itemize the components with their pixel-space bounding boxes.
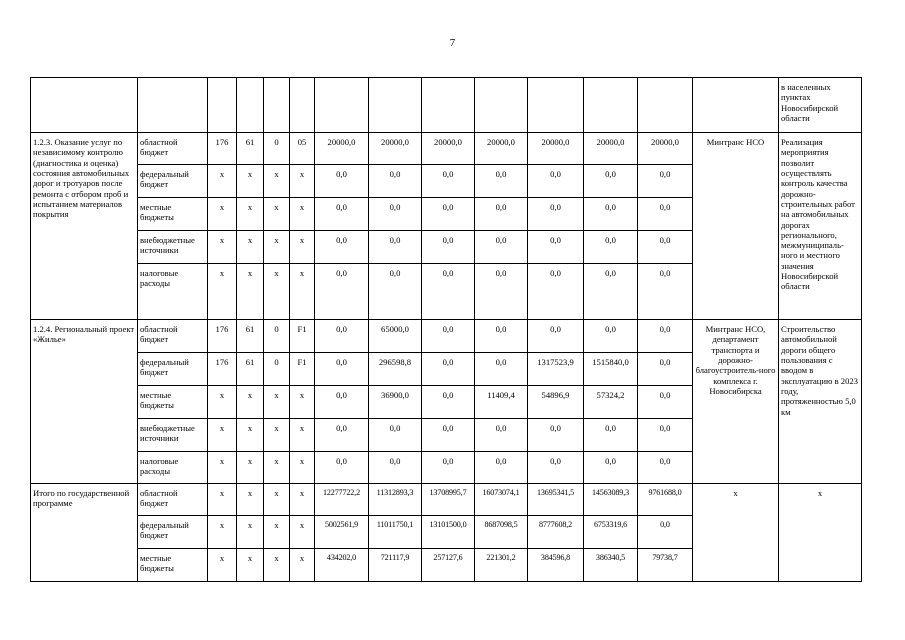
amount-cell: 13101500,0 — [422, 516, 475, 549]
amount-cell: 221301,2 — [475, 549, 528, 582]
amount-cell: 79738,7 — [638, 549, 693, 582]
amount-cell: 0,0 — [638, 452, 693, 484]
budget-code-cell: x — [237, 484, 264, 516]
amount-cell: 296598,8 — [369, 353, 422, 386]
amount-cell: 20000,0 — [369, 133, 422, 165]
budget-code-cell: 61 — [237, 353, 264, 386]
budget-code-cell: x — [290, 165, 315, 198]
amount-cell: 57324,2 — [584, 386, 638, 419]
amount-cell: 0,0 — [638, 165, 693, 198]
amount-cell: 0,0 — [584, 198, 638, 231]
amount-cell: 12277722,2 — [315, 484, 369, 516]
amount-cell: 0,0 — [475, 165, 528, 198]
budget-code-cell: x — [290, 549, 315, 582]
budget-code-cell — [237, 78, 264, 133]
amount-cell: 20000,0 — [315, 133, 369, 165]
amount-cell: 0,0 — [369, 198, 422, 231]
expected-result-cell: Строительство автомобильной дороги общего пользования с вводом в эксплуатацию в 2023 году, протяженностью 5,0 км — [779, 320, 862, 484]
budget-code-cell: x — [290, 516, 315, 549]
amount-cell: 0,0 — [422, 320, 475, 353]
amount-cell: 11011750,1 — [369, 516, 422, 549]
budget-code-cell: x — [264, 264, 290, 320]
amount-cell: 0,0 — [638, 516, 693, 549]
table-row — [31, 133, 862, 165]
amount-cell: 257127,6 — [422, 549, 475, 582]
budget-code-cell: x — [237, 165, 264, 198]
amount-cell: 0,0 — [475, 353, 528, 386]
budget-code-cell: 176 — [208, 133, 237, 165]
amount-cell: 20000,0 — [638, 133, 693, 165]
amount-cell: 0,0 — [475, 264, 528, 320]
amount-cell: 13708995,7 — [422, 484, 475, 516]
amount-cell: 1515840,0 — [584, 353, 638, 386]
budget-code-cell: 0 — [264, 133, 290, 165]
amount-cell: 0,0 — [638, 264, 693, 320]
budget-code-cell: x — [208, 198, 237, 231]
amount-cell: 13695341,5 — [528, 484, 584, 516]
amount-cell — [475, 78, 528, 133]
amount-cell: 0,0 — [528, 320, 584, 353]
funding-source-cell: областной бюджет — [138, 133, 208, 165]
budget-code-cell: x — [264, 419, 290, 452]
amount-cell: 0,0 — [638, 231, 693, 264]
amount-cell: 0,0 — [528, 419, 584, 452]
measure-title-cell: Итого по государственной программе — [31, 484, 138, 582]
amount-cell: 0,0 — [369, 452, 422, 484]
budget-code-cell: 0 — [264, 353, 290, 386]
amount-cell: 11312893,3 — [369, 484, 422, 516]
budget-code-cell: x — [208, 386, 237, 419]
amount-cell: 0,0 — [369, 264, 422, 320]
budget-code-cell: x — [264, 198, 290, 231]
expected-result-cell: в населенных пунктах Новосибирской области — [779, 78, 862, 133]
amount-cell: 0,0 — [422, 419, 475, 452]
budget-table-body — [31, 78, 862, 582]
budget-code-cell: x — [290, 484, 315, 516]
budget-code-cell: x — [237, 386, 264, 419]
amount-cell: 0,0 — [315, 320, 369, 353]
amount-cell: 11409,4 — [475, 386, 528, 419]
amount-cell: 5002561,9 — [315, 516, 369, 549]
amount-cell: 0,0 — [315, 386, 369, 419]
budget-code-cell: x — [290, 231, 315, 264]
amount-cell: 0,0 — [369, 165, 422, 198]
funding-source-cell: федеральный бюджет — [138, 165, 208, 198]
amount-cell: 0,0 — [315, 198, 369, 231]
amount-cell: 384596,8 — [528, 549, 584, 582]
budget-code-cell: x — [264, 452, 290, 484]
executor-cell — [693, 78, 779, 133]
amount-cell: 0,0 — [584, 419, 638, 452]
measure-title-cell: 1.2.3. Оказание услуг по независимому контролю (диагностика и оценка) состояния автомобильных дорог и тротуаров после ремонта с отбором проб и испытанием материалов покрытия — [31, 133, 138, 320]
budget-code-cell: x — [208, 419, 237, 452]
table-row — [31, 484, 862, 516]
expected-result-cell: x — [779, 484, 862, 582]
amount-cell: 0,0 — [475, 231, 528, 264]
budget-code-cell: x — [237, 452, 264, 484]
amount-cell: 0,0 — [475, 419, 528, 452]
amount-cell: 0,0 — [584, 264, 638, 320]
budget-code-cell — [264, 78, 290, 133]
budget-code-cell: 176 — [208, 320, 237, 353]
amount-cell: 0,0 — [584, 320, 638, 353]
amount-cell: 0,0 — [475, 452, 528, 484]
budget-code-cell: 0 — [264, 320, 290, 353]
amount-cell: 0,0 — [315, 419, 369, 452]
budget-code-cell: 176 — [208, 353, 237, 386]
budget-code-cell: F1 — [290, 353, 315, 386]
budget-code-cell: x — [208, 549, 237, 582]
amount-cell: 20000,0 — [528, 133, 584, 165]
budget-code-cell: 05 — [290, 133, 315, 165]
amount-cell: 0,0 — [315, 264, 369, 320]
amount-cell — [638, 78, 693, 133]
amount-cell: 0,0 — [528, 165, 584, 198]
amount-cell: 0,0 — [638, 320, 693, 353]
executor-cell: Минтранс НСО — [693, 133, 779, 320]
budget-code-cell: x — [208, 165, 237, 198]
budget-code-cell: 61 — [237, 133, 264, 165]
budget-code-cell: x — [237, 231, 264, 264]
amount-cell — [315, 78, 369, 133]
budget-code-cell: x — [264, 484, 290, 516]
budget-code-cell: x — [208, 264, 237, 320]
funding-source-cell: внебюджетные источники — [138, 419, 208, 452]
amount-cell: 0,0 — [638, 198, 693, 231]
budget-code-cell — [290, 78, 315, 133]
table-row — [31, 78, 862, 133]
budget-code-cell: 61 — [237, 320, 264, 353]
executor-cell: Минтранс НСО, департамент транспорта и дорожно-благоустроитель-ного комплекса г. Новосибирска — [693, 320, 779, 484]
amount-cell: 16073074,1 — [475, 484, 528, 516]
amount-cell: 0,0 — [422, 353, 475, 386]
amount-cell: 0,0 — [638, 386, 693, 419]
amount-cell — [584, 78, 638, 133]
amount-cell: 0,0 — [422, 386, 475, 419]
budget-code-cell: x — [237, 264, 264, 320]
funding-source-cell — [138, 78, 208, 133]
amount-cell: 1317523,9 — [528, 353, 584, 386]
funding-source-cell: местные бюджеты — [138, 386, 208, 419]
budget-code-cell: x — [264, 549, 290, 582]
amount-cell: 434202,0 — [315, 549, 369, 582]
budget-code-cell: x — [290, 452, 315, 484]
amount-cell: 0,0 — [315, 165, 369, 198]
funding-source-cell: областной бюджет — [138, 320, 208, 353]
amount-cell: 0,0 — [315, 452, 369, 484]
amount-cell: 721117,9 — [369, 549, 422, 582]
measure-title-cell: 1.2.4. Региональный проект «Жилье» — [31, 320, 138, 484]
amount-cell: 0,0 — [475, 320, 528, 353]
funding-source-cell: местные бюджеты — [138, 549, 208, 582]
amount-cell — [369, 78, 422, 133]
amount-cell: 6753319,6 — [584, 516, 638, 549]
page-number: 7 — [449, 37, 456, 49]
amount-cell: 0,0 — [422, 231, 475, 264]
budget-code-cell: x — [208, 452, 237, 484]
funding-source-cell: местные бюджеты — [138, 198, 208, 231]
amount-cell: 36900,0 — [369, 386, 422, 419]
budget-code-cell: x — [264, 516, 290, 549]
amount-cell: 20000,0 — [475, 133, 528, 165]
amount-cell: 0,0 — [315, 231, 369, 264]
amount-cell: 65000,0 — [369, 320, 422, 353]
budget-code-cell: x — [237, 419, 264, 452]
amount-cell: 0,0 — [638, 353, 693, 386]
amount-cell: 0,0 — [422, 452, 475, 484]
amount-cell: 54896,9 — [528, 386, 584, 419]
amount-cell: 0,0 — [528, 198, 584, 231]
budget-code-cell: F1 — [290, 320, 315, 353]
measure-title-cell — [31, 78, 138, 133]
budget-code-cell: x — [237, 516, 264, 549]
amount-cell: 0,0 — [528, 264, 584, 320]
table-row — [31, 320, 862, 353]
amount-cell: 8687098,5 — [475, 516, 528, 549]
amount-cell: 0,0 — [422, 198, 475, 231]
amount-cell: 0,0 — [584, 231, 638, 264]
amount-cell: 20000,0 — [584, 133, 638, 165]
budget-code-cell: x — [208, 516, 237, 549]
amount-cell: 0,0 — [638, 419, 693, 452]
amount-cell: 8777608,2 — [528, 516, 584, 549]
budget-code-cell: x — [237, 549, 264, 582]
funding-source-cell: внебюджетные источники — [138, 231, 208, 264]
amount-cell: 0,0 — [584, 452, 638, 484]
amount-cell: 0,0 — [422, 264, 475, 320]
amount-cell: 0,0 — [528, 231, 584, 264]
amount-cell: 9761688,0 — [638, 484, 693, 516]
funding-source-cell: налоговые расходы — [138, 264, 208, 320]
budget-code-cell: x — [208, 231, 237, 264]
budget-code-cell: x — [264, 165, 290, 198]
amount-cell: 14563089,3 — [584, 484, 638, 516]
amount-cell: 20000,0 — [422, 133, 475, 165]
amount-cell: 0,0 — [475, 198, 528, 231]
amount-cell: 0,0 — [369, 231, 422, 264]
budget-code-cell: x — [290, 419, 315, 452]
budget-table — [30, 77, 862, 582]
budget-code-cell — [208, 78, 237, 133]
funding-source-cell: федеральный бюджет — [138, 353, 208, 386]
funding-source-cell: федеральный бюджет — [138, 516, 208, 549]
amount-cell — [528, 78, 584, 133]
expected-result-cell: Реализация мероприятия позволит осуществлять контроль качества дорожно-строительных работ на автомобильных дорогах регионального, межмуниципаль-ного и местного значения Новосибирской области — [779, 133, 862, 320]
amount-cell: 0,0 — [369, 419, 422, 452]
budget-code-cell: x — [290, 264, 315, 320]
budget-code-cell: x — [237, 198, 264, 231]
funding-source-cell: областной бюджет — [138, 484, 208, 516]
budget-code-cell: x — [290, 198, 315, 231]
amount-cell: 0,0 — [584, 165, 638, 198]
budget-code-cell: x — [208, 484, 237, 516]
amount-cell: 0,0 — [528, 452, 584, 484]
budget-code-cell: x — [264, 386, 290, 419]
amount-cell: 386340,5 — [584, 549, 638, 582]
funding-source-cell: налоговые расходы — [138, 452, 208, 484]
budget-code-cell: x — [290, 386, 315, 419]
amount-cell: 0,0 — [422, 165, 475, 198]
budget-code-cell: x — [264, 231, 290, 264]
amount-cell — [422, 78, 475, 133]
amount-cell: 0,0 — [315, 353, 369, 386]
executor-cell: x — [693, 484, 779, 582]
